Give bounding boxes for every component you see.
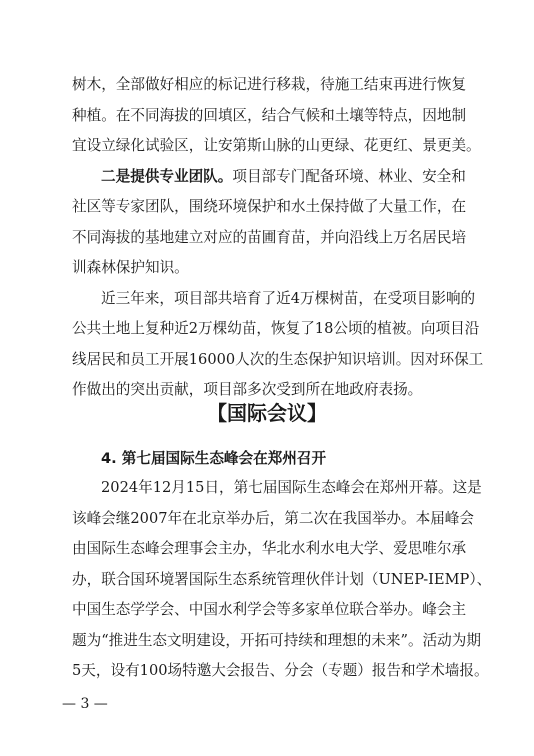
paragraph-line: 社区等专家团队，围绕环境保护和水土保持做了大量工作，在 [72, 198, 467, 215]
paragraph-text: 项目部专门配备环境、林业、安全和 [232, 167, 466, 185]
paragraph-line: 线居民和员工开展16000人次的生态保护知识培训。因对环保工 [72, 350, 484, 368]
article-line: 办，联合国环境署国际生态系统管理伙伴计划（UNEP-IEMP）、 [72, 570, 492, 588]
article-title: 4. 第七届国际生态峰会在郑州召开 [101, 450, 327, 467]
paragraph-line: 作做出的突出贡献，项目部多次受到所在地政府表扬。 [72, 381, 423, 398]
paragraph-line: 宜设立绿化试验区，让安第斯山脉的山更绿、花更红、景更美。 [72, 137, 481, 154]
paragraph-line: 不同海拔的基地建立对应的苗圃育苗，并向沿线上万名居民培 [72, 228, 467, 246]
top-text-block [72, 70, 484, 406]
paragraph-lead: 二是提供专业团队。 [101, 167, 233, 185]
article-line: 5天，设有100场特邀大会报告、分会（专题）报告和学术墙报。 [72, 662, 489, 679]
article-line: 中国生态学学会、中国水利学会等多家单位联合举办。峰会主 [72, 601, 467, 618]
paragraph-line: 近三年来，项目部共培育了近4万棵树苗，在受项目影响的 [101, 289, 476, 307]
section-title: 【国际会议】 [207, 401, 327, 425]
article-line: 题为“推进生态文明建设，开拓可持续和理想的未来”。活动为期 [72, 631, 481, 649]
article-line: 该峰会继2007年在北京举办后，第二次在我国举办。本届峰会 [72, 509, 474, 527]
paragraph-line [72, 162, 474, 193]
article-line: 2024年12月15日，第七届国际生态峰会在郑州开幕。这是 [101, 479, 482, 496]
article-text-block [72, 473, 492, 687]
paragraph-line: 训森林保护知识。 [72, 259, 189, 276]
paragraph-line: 种植。在不同海拔的回填区，结合气候和土壤等特点，因地制 [72, 106, 467, 124]
page-number: — 3 — [62, 696, 108, 712]
paragraph-line: 树木，全部做好相应的标记进行移栽，待施工结束再进行恢复 [72, 76, 467, 93]
article-line: 由国际生态峰会理事会主办，华北水利水电大学、爱思唯尔承 [72, 540, 467, 557]
paragraph-line: 公共土地上复种近2万棵幼苗，恢复了18公顷的植被。向项目沿 [72, 320, 480, 337]
